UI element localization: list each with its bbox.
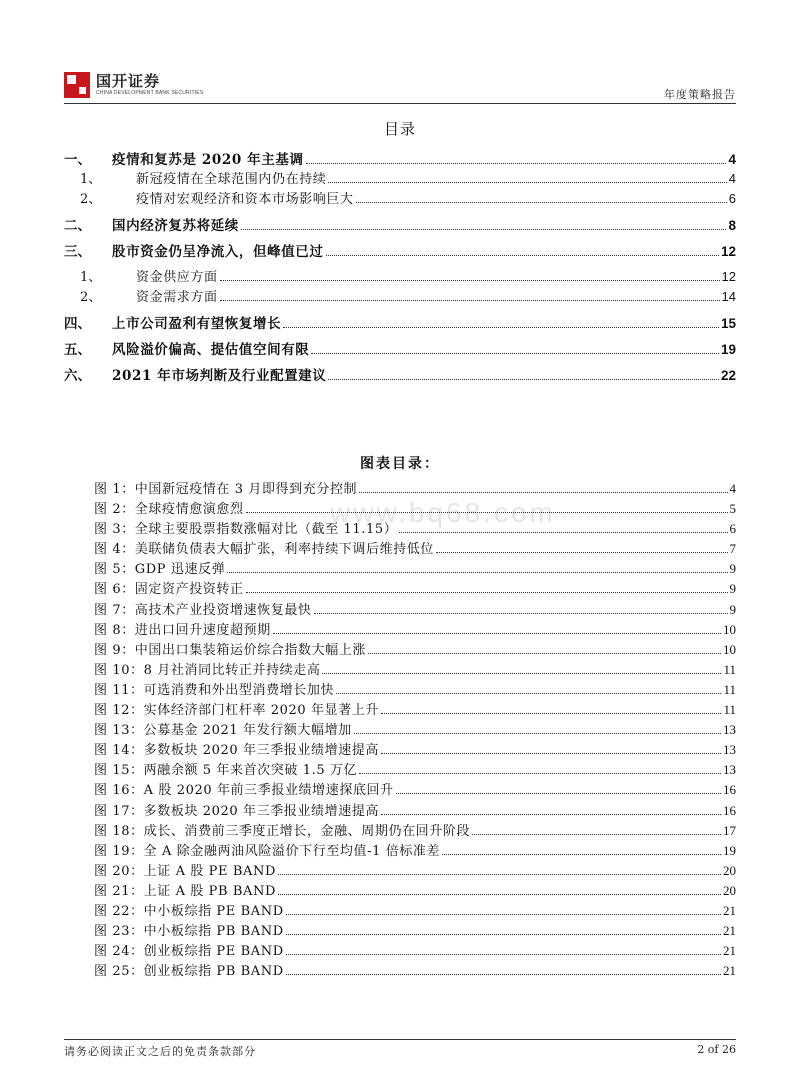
toc-entry-page[interactable]: 19	[720, 342, 736, 357]
toc-entry-page[interactable]: 4	[728, 152, 736, 167]
figure-entry-page[interactable]: 5	[729, 501, 736, 517]
figure-entry[interactable]	[94, 940, 736, 960]
figure-entry-title[interactable]: 图 17：多数板块 2020 年三季报业绩增速提高	[94, 803, 380, 819]
figure-entry-title[interactable]: 图 16：A 股 2020 年前三季报业绩增速探底回升	[94, 783, 394, 799]
toc-entry-number: 1、	[80, 172, 102, 187]
figure-entry-title[interactable]: 图 3：全球主要股票指数涨幅对比（截至 11.15）	[94, 522, 398, 538]
toc-entry-title[interactable]: 疫情对宏观经济和资本市场影响巨大	[136, 192, 354, 207]
figure-entry[interactable]	[94, 659, 736, 679]
figure-entry[interactable]	[94, 578, 736, 598]
figure-entry-title[interactable]: 图 1：中国新冠疫情在 3 月即得到充分控制	[94, 482, 358, 497]
dot-leader	[278, 893, 721, 895]
toc-entry[interactable]	[64, 338, 736, 358]
company-logo	[64, 72, 203, 98]
disclaimer-note: 请务必阅读正文之后的免责条款部分	[64, 1045, 256, 1058]
toc-entry-page[interactable]: 6	[728, 191, 736, 206]
dot-leader	[328, 181, 726, 183]
toc-entry[interactable]	[64, 312, 736, 332]
figure-entry-title[interactable]: 图 23：中小板综指 PB BAND	[94, 924, 284, 940]
figure-list-title: 图表目录：	[360, 456, 440, 472]
toc-entry[interactable]	[64, 168, 736, 188]
figure-entry[interactable]	[94, 478, 736, 498]
toc-entry-page[interactable]: 12	[721, 269, 736, 284]
figure-entry-page[interactable]: 13	[723, 722, 736, 738]
dot-leader	[359, 491, 727, 493]
dot-leader	[286, 933, 721, 935]
figure-entry-page[interactable]: 6	[729, 521, 736, 537]
figure-entry-page[interactable]: 10	[723, 621, 736, 637]
toc-entry-title[interactable]: 2021 年市场判断及行业配置建议	[112, 368, 327, 384]
figure-entry-page[interactable]: 13	[723, 742, 736, 758]
toc-entry-title[interactable]: 上市公司盈利有望恢复增长	[112, 316, 282, 332]
toc-entry[interactable]	[64, 266, 736, 286]
dot-leader	[220, 279, 720, 281]
figure-entry[interactable]	[94, 699, 736, 719]
dot-leader	[396, 792, 721, 794]
figure-entry-title[interactable]: 图 25：创业板综指 PB BAND	[94, 964, 284, 980]
figure-entry-title[interactable]: 图 13：公募基金 2021 年发行额大幅增加	[94, 723, 352, 739]
figure-entry-page[interactable]: 7	[729, 541, 736, 557]
dot-leader	[399, 531, 727, 533]
figure-entry-page[interactable]: 21	[723, 902, 736, 918]
dot-leader	[359, 772, 721, 774]
dot-leader	[273, 632, 721, 634]
toc-entry-page[interactable]: 14	[721, 289, 736, 304]
figure-entry[interactable]	[94, 820, 736, 840]
toc-entry-page[interactable]: 22	[720, 368, 736, 383]
figure-entry-title[interactable]: 图 15：两融余额 5 年来首次突破 1.5 万亿	[94, 763, 358, 779]
dot-leader	[436, 551, 727, 553]
toc-entry-title[interactable]: 股市资金仍呈净流入，但峰值已过	[112, 244, 324, 260]
report-type-label: 年度策略报告	[664, 88, 736, 101]
dot-leader	[311, 352, 719, 354]
figure-entry-page[interactable]: 13	[723, 762, 736, 778]
toc-entry-page[interactable]: 8	[728, 218, 736, 233]
dot-leader	[356, 201, 727, 203]
figure-entry-page[interactable]: 9	[729, 561, 736, 577]
figure-entry-page[interactable]: 19	[723, 842, 736, 858]
toc-entry-page[interactable]: 15	[720, 316, 736, 331]
toc-entry-number: 五、	[64, 342, 91, 358]
dot-leader	[227, 571, 727, 573]
dot-leader	[220, 299, 720, 301]
dot-leader	[314, 612, 728, 614]
toc-entry[interactable]	[64, 188, 736, 208]
toc-entry-page[interactable]: 4	[728, 171, 736, 186]
figure-entry[interactable]	[94, 880, 736, 900]
figure-entry-title[interactable]: 图 20：上证 A 股 PE BAND	[94, 863, 276, 879]
logo-name-en: CHINA DEVELOPMENT BANK SECURITIES	[96, 90, 204, 96]
dot-leader	[381, 813, 721, 815]
dot-leader	[368, 652, 721, 654]
toc-entry-page[interactable]: 12	[720, 244, 736, 259]
figure-entry-page[interactable]: 21	[723, 923, 736, 939]
figure-entry-page[interactable]: 20	[723, 882, 736, 898]
dot-leader	[283, 326, 719, 328]
toc-entry[interactable]	[64, 148, 736, 168]
logo-name-cn: 国开证券	[96, 72, 161, 90]
dot-leader	[381, 712, 721, 714]
dot-leader	[306, 162, 727, 164]
toc-entry-number: 四、	[64, 316, 91, 332]
dot-leader	[286, 953, 721, 955]
toc-entry-title[interactable]: 资金供应方面	[136, 270, 218, 285]
toc-entry[interactable]	[64, 286, 736, 306]
figure-entry[interactable]	[94, 619, 736, 639]
toc-entry-number: 2、	[80, 290, 102, 305]
toc-entry[interactable]	[64, 240, 736, 260]
figure-entry-title[interactable]: 图 2：全球疫情愈演愈烈	[94, 502, 244, 518]
dot-leader	[241, 228, 727, 230]
figure-list	[94, 478, 736, 980]
footer-divider	[64, 1039, 736, 1040]
figure-entry-page[interactable]: 20	[723, 862, 736, 878]
figure-entry-page[interactable]: 16	[723, 802, 736, 818]
toc-entry-number: 1、	[80, 270, 102, 285]
figure-entry[interactable]	[94, 639, 736, 659]
logo-icon	[64, 72, 90, 98]
dot-leader	[278, 873, 721, 875]
toc-entry-number: 一、	[64, 152, 91, 168]
figure-entry-page[interactable]: 16	[723, 782, 736, 798]
toc-entry-number: 二、	[64, 218, 91, 234]
toc-entry[interactable]	[64, 214, 736, 234]
dot-leader	[381, 752, 721, 754]
figure-entry-title[interactable]: 图 10：8 月社消同比转正并持续走高	[94, 662, 321, 678]
figure-entry[interactable]	[94, 860, 736, 880]
toc-entry-title[interactable]: 国内经济复苏将延续	[112, 218, 239, 234]
dot-leader	[328, 378, 718, 380]
page-header	[64, 72, 736, 104]
figure-entry-page[interactable]: 17	[723, 822, 736, 838]
figure-entry-title[interactable]: 图 7：高技术产业投资增速恢复最快	[94, 602, 312, 618]
table-of-contents	[64, 148, 736, 384]
figure-entry-title[interactable]: 图 12：实体经济部门杠杆率 2020 年显著上升	[94, 703, 380, 719]
toc-entry[interactable]	[64, 364, 736, 384]
figure-entry[interactable]	[94, 840, 736, 860]
dot-leader	[286, 973, 721, 975]
dot-leader	[336, 692, 721, 694]
dot-leader	[326, 254, 719, 256]
figure-entry-title[interactable]: 图 19：全 A 除金融两油风险溢价下行至均值-1 倍标准差	[94, 843, 441, 859]
figure-entry-title[interactable]: 图 24：创业板综指 PE BAND	[94, 944, 284, 960]
toc-entry-title[interactable]: 疫情和复苏是 2020 年主基调	[112, 152, 304, 168]
figure-entry-title[interactable]: 图 22：中小板综指 PE BAND	[94, 903, 284, 919]
dot-leader	[286, 913, 721, 915]
dot-leader	[246, 591, 728, 593]
figure-entry[interactable]	[94, 759, 736, 779]
figure-entry[interactable]	[94, 900, 736, 920]
figure-entry[interactable]	[94, 920, 736, 940]
toc-entry-number: 六、	[64, 368, 91, 384]
figure-entry-title[interactable]: 图 4：美联储负债表大幅扩张，利率持续下调后维持低位	[94, 542, 435, 558]
figure-entry-title[interactable]: 图 8：进出口回升速度超预期	[94, 622, 271, 638]
figure-entry-title[interactable]: 图 18：成长、消费前三季度正增长，金融、周期仍在回升阶段	[94, 823, 471, 839]
header-divider	[64, 103, 736, 104]
figure-entry-page[interactable]: 9	[729, 581, 736, 597]
figure-entry[interactable]	[94, 599, 736, 619]
figure-entry-page[interactable]: 9	[729, 601, 736, 617]
figure-entry-title[interactable]: 图 9：中国出口集装箱运价综合指数大幅上涨	[94, 642, 367, 658]
figure-entry[interactable]	[94, 679, 736, 699]
toc-entry-title[interactable]: 资金需求方面	[136, 290, 218, 305]
page-number: 2 of 26	[697, 1043, 736, 1056]
toc-title: 目录	[383, 120, 416, 138]
toc-entry-title[interactable]: 新冠疫情在全球范围内仍在持续	[136, 172, 327, 187]
figure-entry[interactable]	[94, 800, 736, 820]
figure-entry-page[interactable]: 11	[723, 702, 736, 718]
dot-leader	[442, 853, 721, 855]
figure-entry-page[interactable]: 11	[723, 681, 736, 697]
toc-entry-title[interactable]: 风险溢价偏高、提估值空间有限	[112, 342, 310, 358]
figure-entry-page[interactable]: 21	[723, 963, 736, 979]
figure-entry[interactable]	[94, 739, 736, 759]
figure-entry[interactable]	[94, 960, 736, 980]
watermark: www.bq68.com	[330, 497, 556, 528]
dot-leader	[322, 672, 721, 674]
figure-entry[interactable]	[94, 558, 736, 578]
toc-entry-number: 2、	[80, 192, 102, 207]
dot-leader	[354, 732, 721, 734]
figure-entry[interactable]	[94, 779, 736, 799]
figure-entry-title[interactable]: 图 11：可选消费和外出型消费增长加快	[94, 682, 335, 698]
figure-entry-title[interactable]: 图 21：上证 A 股 PB BAND	[94, 883, 277, 899]
figure-entry-title[interactable]: 图 14：多数板块 2020 年三季报业绩增速提高	[94, 743, 380, 759]
figure-entry[interactable]	[94, 719, 736, 739]
figure-entry-page[interactable]: 21	[723, 943, 736, 959]
figure-entry-title[interactable]: 图 5：GDP 迅速反弹	[94, 562, 226, 578]
figure-entry-page[interactable]: 11	[723, 661, 736, 677]
figure-entry-page[interactable]: 10	[723, 641, 736, 657]
figure-entry-page[interactable]: 4	[729, 481, 736, 496]
toc-entry-number: 三、	[64, 244, 91, 260]
dot-leader	[472, 833, 721, 835]
figure-entry-title[interactable]: 图 6：固定资产投资转正	[94, 582, 244, 598]
figure-entry[interactable]	[94, 538, 736, 558]
